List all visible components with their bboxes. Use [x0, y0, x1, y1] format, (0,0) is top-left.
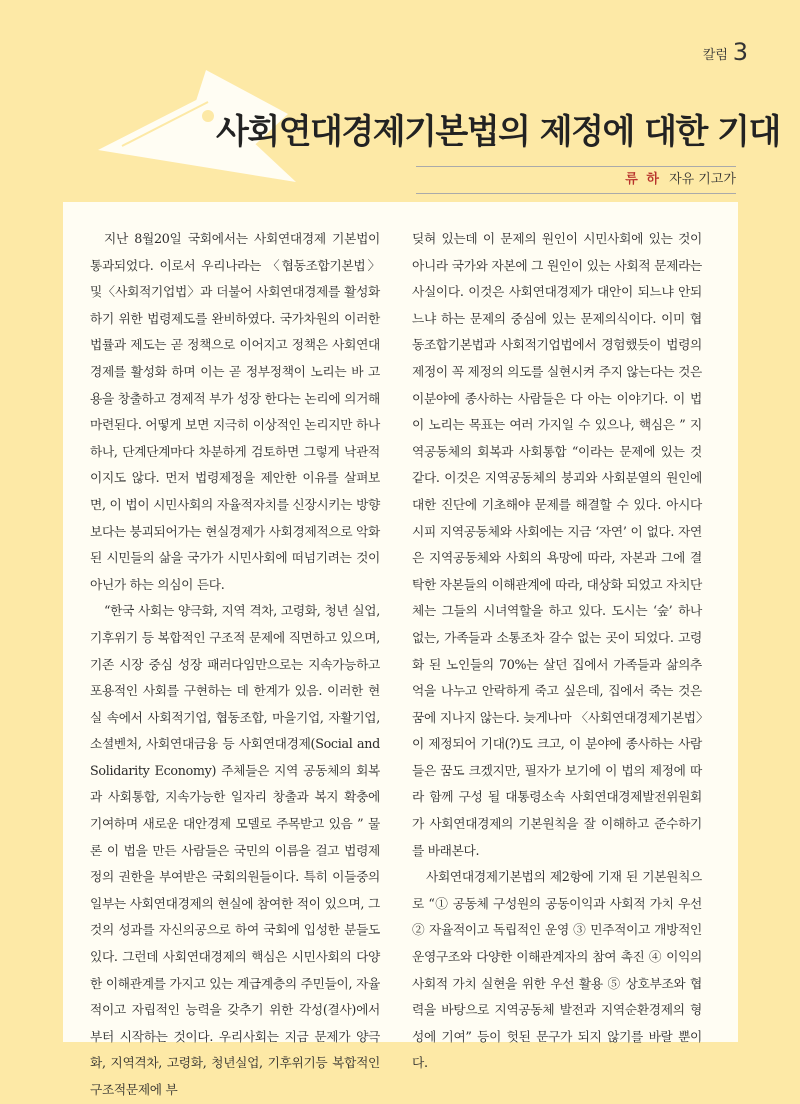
body-paragraph: 지난 8월20일 국회에서는 사회연대경제 기본법이 통과되었다. 이로서 우리나라는 〈협동조합기본법〉 및〈사회적기업법〉과 더불어 사회연대경제를 활성화 하기 위한 법령제도를 완비하였다. 국가차원의 이러한 법률과 제도는 곧 정책으로 이어지고 정책은 사회연대경제를 활성화 하며 이는 곧 정부정책이 노리는 바 고용을 창출하고 경제적 부가 성장 한다는 논리에 의거해 마련된다. 어떻게 보면 지극히 이상적인 논리지만 하나하나, 단계단계마다 차분하게 검토하면 그렇게 낙관적이지도 않다. 먼저 법령제정을 제안한 이유를 살펴보면, 이 법이 시민사회의 자율적자치를 신장시키는 방향 보다는 붕괴되어가는 현실경제가 사회경제적으로 악화된 시민들의 삶을 국가가 시민사회에 떠넘기려는 것이 아닌가 하는 의심이 든다. [90, 231, 380, 592]
article-body [63, 202, 738, 1097]
section-label: 칼럼 [702, 48, 728, 63]
article-title: 사회연대경제기본법의 제정에 대한 기대 [216, 112, 780, 152]
body-paragraph: “한국 사회는 양극화, 지역 격차, 고령화, 청년 실업, 기후위기 등 복합적인 구조적 문제에 직면하고 있으며, 기존 시장 중심 성장 패러다임만으로는 지속가능하고 포용적인 사회를 구현하는 데 한계가 있음. 이러한 현실 속에서 사회적기업, 협동조합, 마을기업, 자활기업, 소셜벤처, 사회연대금융 등 사회연대경제(Social and Solidarity Economy) 주체들은 지역 공동체의 회복과 사회통합, 지속가능한 일자리 창출과 복지 확충에 기여하며 새로운 대안경제 모델로 주목받고 있음 ” 물론 이 법을 만든 사람들은 국민의 이름을 걸고 법령제정의 권한을 부여받은 국회의원들이다. 특히 이들중의 일부는 사회연대경제의 현실에 참여한 적이 있으며, 그것의 성과를 자신의공으로 하여 국회에 입성한 분들도 있다. 그런데 사회연대경제의 핵심은 시민사회의 다양한 이해관계를 가지고 있는 계급계층의 주민들이, 자율적이고 자립적인 능력을 갖추기 위한 각성(결사)에서부터 시작하는 것이다. 우리사회는 지금 문제가 양극화, 지역격차, 고령화, 청년실업, 기후위기등 복합적인 구조적문제에 부 [90, 603, 380, 1097]
author-role: 자유 기고가 [669, 172, 736, 187]
left-column [90, 226, 380, 1104]
page-number: 3 [732, 38, 748, 66]
author-name: 류 하 [625, 172, 661, 187]
body-paragraph: 사회연대경제기본법의 제2항에 기재 된 기본원칙으로 “① 공동체 구성원의 공동이익과 사회적 가치 우선 ② 자율적이고 독립적인 운영 ③ 민주적이고 개방적인 운영구조와 다양한 이해관계자의 참여 촉진 ④ 이익의 사회적 가치 실현을 위한 우선 활용 ⑤ 상호부조와 협력을 바탕으로 지역공동체 발전과 지역순환경제의 형성에 기여” 등이 헛된 문구가 되지 않기를 바랄 뿐이다. [412, 869, 702, 1071]
author-byline [416, 166, 736, 194]
body-paragraph: 딪혀 있는데 이 문제의 원인이 시민사회에 있는 것이 아니라 국가와 자본에 그 원인이 있는 사회적 문제라는 사실이다. 이것은 사회연대경제가 대안이 되느냐 안되느냐 하는 문제의 중심에 있는 문제의식이다. 이미 협동조합기본법과 사회적기업법에서 경험했듯이 법령의 제정이 꼭 제정의 의도를 실현시켜 주지 않는다는 것은 이분야에 종사하는 사람들은 다 아는 이야기다. 이 법이 노리는 목표는 여러 가지일 수 있으나, 핵심은 ” 지역공동체의 회복과 사회통합 “이라는 문제에 있는 것 같다. 이것은 지역공동체의 붕괴와 사회분열의 원인에 대한 진단에 기초해야 문제를 해결할 수 있다. 아시다시피 지역공동체와 사회에는 지금 ‘자연’ 이 없다. 자연은 지역공동체와 사회의 욕망에 따라, 자본과 그에 결탁한 자본들의 이해관계에 따라, 대상화 되었고 자치단체는 그들의 시녀역할을 하고 있다. 도시는 ‘숲’ 하나 없는, 가족들과 소통조차 갈수 없는 곳이 되었다. 고령화 된 노인들의 70%는 살던 집에서 가족들과 삶의추억을 나누고 안락하게 죽고 싶은데, 집에서 죽는 것은 꿈에 지나지 않는다. 늦게나마 〈사회연대경제기본법〉이 제정되어 기대(?)도 크고, 이 분야에 종사하는 사람들은 꿈도 크겠지만, 필자가 보기에 이 법의 제정에 따라 함께 구성 될 대통령소속 사회연대경제발전위원회가 사회연대경제의 기본원칙을 잘 이해하고 준수하기를 바래본다. [412, 231, 702, 858]
right-column [412, 226, 702, 1077]
